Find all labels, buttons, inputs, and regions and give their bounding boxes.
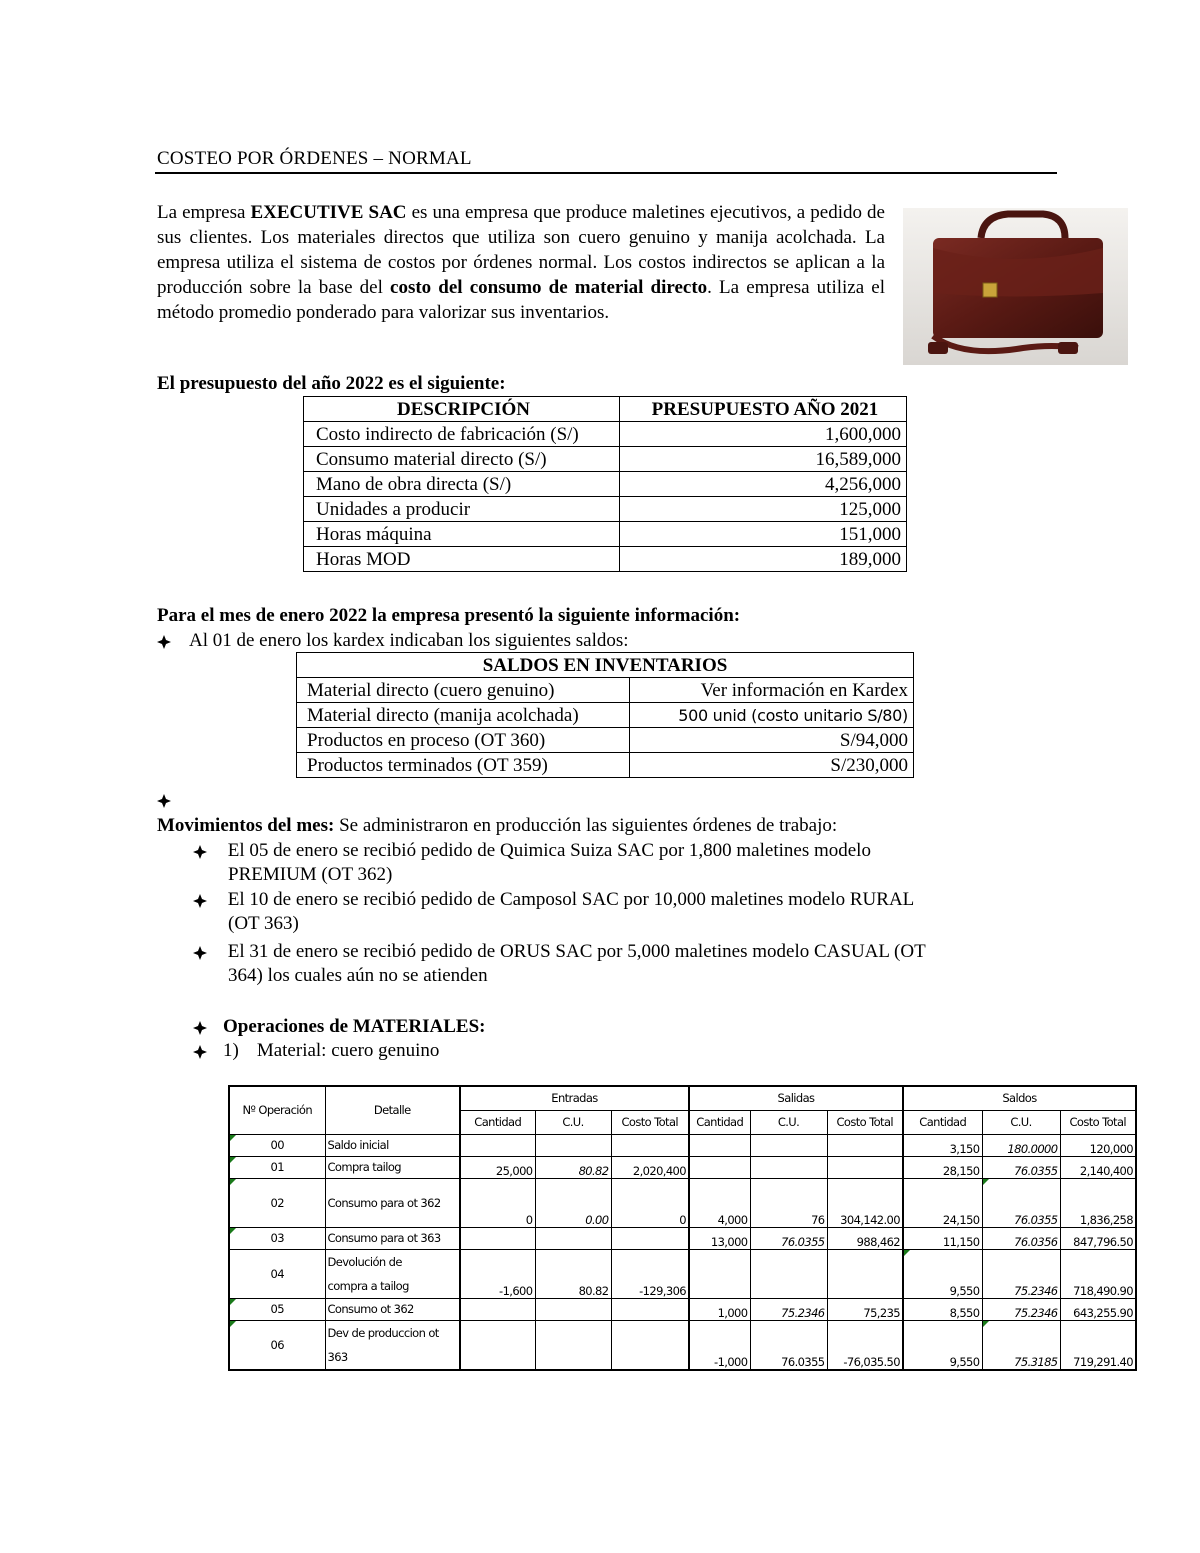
kardex-header-op: Nº Operación — [229, 1086, 325, 1134]
briefcase-photo — [903, 208, 1128, 365]
kardex-header-qty: Cantidad — [689, 1110, 750, 1134]
kardex-detail-line: Devolución de — [327, 1254, 402, 1269]
kardex-op: 01 — [229, 1156, 325, 1178]
budget-table — [303, 396, 907, 572]
kardex-out-total — [827, 1249, 903, 1298]
kardex-detail — [325, 1298, 460, 1320]
kardex-in-qty — [460, 1227, 535, 1249]
inventory-label: Material directo (manija acolchada) — [297, 703, 630, 728]
table-row — [229, 1156, 1136, 1178]
budget-value: 125,000 — [620, 497, 907, 522]
inventory-label: Material directo (cuero genuino) — [297, 678, 630, 703]
kardex-header-total: Costo Total — [827, 1110, 903, 1134]
kardex-in-total — [611, 1134, 689, 1156]
kardex-detail-line: Compra tailog — [327, 1160, 401, 1174]
kardex-in-qty — [460, 1320, 535, 1370]
kardex-header-cu: C.U. — [982, 1110, 1060, 1134]
kardex-header-detail: Detalle — [325, 1086, 460, 1134]
page-title: COSTEO POR ÓRDENES – NORMAL — [157, 148, 472, 169]
inventory-label: Productos terminados (OT 359) — [297, 753, 630, 778]
kardex-in-qty — [460, 1134, 535, 1156]
budget-value: 1,600,000 — [620, 422, 907, 447]
kardex-bal-total: 643,255.90 — [1060, 1298, 1136, 1320]
kardex-detail — [325, 1227, 460, 1249]
kardex-in-total — [611, 1320, 689, 1370]
inventory-value: S/94,000 — [630, 728, 914, 753]
kardex-in-qty: 25,000 — [460, 1156, 535, 1178]
diamond-bullet-icon — [193, 1045, 207, 1059]
movements-intro — [157, 814, 837, 838]
kardex-in-cu — [535, 1320, 611, 1370]
kardex-detail-line: compra a tailog — [327, 1278, 409, 1293]
table-row — [297, 728, 914, 753]
kardex-header-cu: C.U. — [750, 1110, 827, 1134]
inventory-value: Ver información en Kardex — [630, 678, 914, 703]
table-row — [304, 447, 907, 472]
kardex-detail-line: Consumo ot 362 — [327, 1302, 414, 1316]
inventory-label: Productos en proceso (OT 360) — [297, 728, 630, 753]
kardex-op: 02 — [229, 1178, 325, 1227]
kardex-detail — [325, 1320, 460, 1370]
order-line-cont: 364) los cuales aún no se atienden — [228, 965, 488, 986]
kardex-out-cu — [750, 1134, 827, 1156]
kardex-in-total: 0 — [611, 1178, 689, 1227]
budget-label: Horas máquina — [304, 522, 620, 547]
diamond-bullet-icon — [193, 894, 207, 908]
kardex-out-total — [827, 1156, 903, 1178]
kardex-bal-qty: 24,150 — [903, 1178, 982, 1227]
material-number: 1) — [223, 1040, 239, 1061]
diamond-bullet-icon — [193, 1021, 207, 1035]
diamond-bullet-icon — [157, 794, 171, 808]
kardex-in-total — [611, 1298, 689, 1320]
kardex-out-total — [827, 1134, 903, 1156]
kardex-bal-cu: 76.0355 — [982, 1156, 1060, 1178]
list-item — [193, 888, 914, 936]
kardex-out-total: 75,235 — [827, 1298, 903, 1320]
budget-value: 151,000 — [620, 522, 907, 547]
inventory-table — [296, 652, 914, 778]
inventory-title: SALDOS EN INVENTARIOS — [297, 653, 914, 678]
movements-label: Movimientos del mes: — [157, 815, 335, 836]
diamond-bullet-icon — [157, 635, 171, 649]
table-row — [304, 522, 907, 547]
kardex-detail-line: Consumo para ot 362 — [327, 1195, 441, 1210]
kardex-detail-line: 363 — [327, 1349, 348, 1364]
diamond-bullet-icon — [193, 845, 207, 859]
inventory-value: S/230,000 — [630, 753, 914, 778]
operations-heading — [193, 1015, 485, 1039]
kardex-in-cu — [535, 1298, 611, 1320]
kardex-bal-total: 719,291.40 — [1060, 1320, 1136, 1370]
kardex-out-cu: 76.0355 — [750, 1227, 827, 1249]
intro-text-2: es una empresa que produce maletines ejecutivos, a pedido de sus clientes. Los materiales directos que utiliza son cuero genuino y manija acolchada. La empresa utiliza el sistema de costos por órdenes normal. Los costos indirectos se aplican a la producción sobre la base del — [157, 202, 885, 298]
kardex-out-qty: 1,000 — [689, 1298, 750, 1320]
kardex-bal-qty: 28,150 — [903, 1156, 982, 1178]
table-row — [304, 497, 907, 522]
kardex-detail-line: Consumo para ot 363 — [327, 1231, 441, 1245]
kardex-in-cu: 0.00 — [535, 1178, 611, 1227]
kardex-bal-qty: 8,550 — [903, 1298, 982, 1320]
kardex-in-qty: -1,600 — [460, 1249, 535, 1298]
table-row — [229, 1249, 1136, 1298]
kardex-op: 03 — [229, 1227, 325, 1249]
kardex-out-cu — [750, 1249, 827, 1298]
kardex-header-salidas: Salidas — [689, 1086, 903, 1110]
kardex-bal-cu: 76.0355 — [982, 1178, 1060, 1227]
table-row — [229, 1134, 1136, 1156]
budget-value: 4,256,000 — [620, 472, 907, 497]
kardex-header-saldos: Saldos — [903, 1086, 1136, 1110]
kardex-op: 04 — [229, 1249, 325, 1298]
table-row — [297, 753, 914, 778]
kardex-in-cu — [535, 1227, 611, 1249]
table-row — [297, 703, 914, 728]
list-item — [193, 839, 871, 887]
kardex-bal-total: 1,836,258 — [1060, 1178, 1136, 1227]
movements-text: Se administraron en producción las siguientes órdenes de trabajo: — [334, 815, 838, 836]
budget-value: 16,589,000 — [620, 447, 907, 472]
kardex-detail-line: Saldo inicial — [327, 1138, 389, 1152]
kardex-out-qty — [689, 1249, 750, 1298]
kardex-bal-cu: 76.0356 — [982, 1227, 1060, 1249]
kardex-header-total: Costo Total — [1060, 1110, 1136, 1134]
budget-heading: El presupuesto del año 2022 es el siguiente: — [157, 373, 506, 394]
kardex-bal-qty: 9,550 — [903, 1249, 982, 1298]
kardex-out-qty: -1,000 — [689, 1320, 750, 1370]
kardex-bal-cu: 180.0000 — [982, 1134, 1060, 1156]
kardex-header-qty: Cantidad — [903, 1110, 982, 1134]
budget-label: Horas MOD — [304, 547, 620, 572]
intro-paragraph — [157, 200, 885, 325]
order-line: El 31 de enero se recibió pedido de ORUS SAC por 5,000 maletines modelo CASUAL (OT — [223, 941, 926, 962]
intro-text-1: La empresa — [157, 202, 251, 223]
order-line-cont: (OT 363) — [228, 913, 299, 934]
table-row — [229, 1227, 1136, 1249]
material-name: Material: cuero genuino — [256, 1040, 440, 1061]
cost-basis: costo del consumo de material directo — [390, 277, 708, 298]
order-line: El 05 de enero se recibió pedido de Quimica Suiza SAC por 1,800 maletines modelo — [223, 840, 871, 861]
table-row — [297, 678, 914, 703]
kardex-bal-qty: 9,550 — [903, 1320, 982, 1370]
operations-heading-text: Operaciones de MATERIALES: — [223, 1016, 486, 1037]
budget-header-amount: PRESUPUESTO AÑO 2021 — [620, 397, 907, 422]
intro-text-3: . La empresa utiliza el método promedio ponderado para valorizar sus inventarios. — [157, 277, 885, 323]
kardex-header-cu: C.U. — [535, 1110, 611, 1134]
company-name: EXECUTIVE SAC — [250, 202, 407, 223]
kardex-op: 06 — [229, 1320, 325, 1370]
budget-label: Unidades a producir — [304, 497, 620, 522]
table-row — [229, 1298, 1136, 1320]
kardex-out-qty: 13,000 — [689, 1227, 750, 1249]
kardex-in-cu — [535, 1134, 611, 1156]
kardex-note-text: Al 01 de enero los kardex indicaban los siguientes saldos: — [189, 630, 629, 651]
kardex-bal-cu: 75.3185 — [982, 1320, 1060, 1370]
kardex-bal-total: 2,140,400 — [1060, 1156, 1136, 1178]
kardex-op: 05 — [229, 1298, 325, 1320]
kardex-detail — [325, 1156, 460, 1178]
kardex-out-cu: 75.2346 — [750, 1298, 827, 1320]
table-row — [229, 1320, 1136, 1370]
material-line — [193, 1039, 439, 1063]
table-row — [304, 547, 907, 572]
january-heading: Para el mes de enero 2022 la empresa presentó la siguiente información: — [157, 605, 741, 626]
inventory-value: 500 unid (costo unitario S/80) — [630, 703, 914, 728]
kardex-out-cu — [750, 1156, 827, 1178]
kardex-out-qty: 4,000 — [689, 1178, 750, 1227]
kardex-header-entradas: Entradas — [460, 1086, 689, 1110]
budget-label: Mano de obra directa (S/) — [304, 472, 620, 497]
kardex-bal-cu: 75.2346 — [982, 1298, 1060, 1320]
kardex-note — [157, 629, 629, 653]
kardex-in-cu: 80.82 — [535, 1156, 611, 1178]
kardex-header-qty: Cantidad — [460, 1110, 535, 1134]
table-row — [229, 1178, 1136, 1227]
table-row — [304, 472, 907, 497]
kardex-bal-qty: 11,150 — [903, 1227, 982, 1249]
kardex-detail — [325, 1178, 460, 1227]
kardex-bal-total: 847,796.50 — [1060, 1227, 1136, 1249]
kardex-bal-total: 718,490.90 — [1060, 1249, 1136, 1298]
kardex-out-qty — [689, 1156, 750, 1178]
kardex-detail — [325, 1249, 460, 1298]
kardex-in-total: -129,306 — [611, 1249, 689, 1298]
kardex-bal-total: 120,000 — [1060, 1134, 1136, 1156]
kardex-in-qty — [460, 1298, 535, 1320]
kardex-out-total: -76,035.50 — [827, 1320, 903, 1370]
order-line: El 10 de enero se recibió pedido de Camposol SAC por 10,000 maletines modelo RURAL — [223, 889, 915, 910]
table-row — [304, 422, 907, 447]
empty-bullet — [157, 788, 189, 812]
budget-label: Costo indirecto de fabricación (S/) — [304, 422, 620, 447]
kardex-header-total: Costo Total — [611, 1110, 689, 1134]
order-line-cont: PREMIUM (OT 362) — [228, 864, 393, 885]
budget-header-description: DESCRIPCIÓN — [304, 397, 620, 422]
kardex-out-cu: 76 — [750, 1178, 827, 1227]
kardex-bal-cu: 75.2346 — [982, 1249, 1060, 1298]
kardex-table — [228, 1085, 1137, 1371]
kardex-bal-qty: 3,150 — [903, 1134, 982, 1156]
kardex-out-total: 988,462 — [827, 1227, 903, 1249]
kardex-in-total: 2,020,400 — [611, 1156, 689, 1178]
kardex-in-cu: 80.82 — [535, 1249, 611, 1298]
kardex-in-qty: 0 — [460, 1178, 535, 1227]
kardex-op: 00 — [229, 1134, 325, 1156]
title-underline — [155, 172, 1057, 174]
diamond-bullet-icon — [193, 946, 207, 960]
list-item — [193, 940, 926, 988]
kardex-in-total — [611, 1227, 689, 1249]
kardex-out-qty — [689, 1134, 750, 1156]
budget-label: Consumo material directo (S/) — [304, 447, 620, 472]
kardex-detail-line: Dev de produccion ot — [327, 1325, 439, 1340]
budget-value: 189,000 — [620, 547, 907, 572]
kardex-out-cu: 76.0355 — [750, 1320, 827, 1370]
kardex-out-total: 304,142.00 — [827, 1178, 903, 1227]
kardex-detail — [325, 1134, 460, 1156]
